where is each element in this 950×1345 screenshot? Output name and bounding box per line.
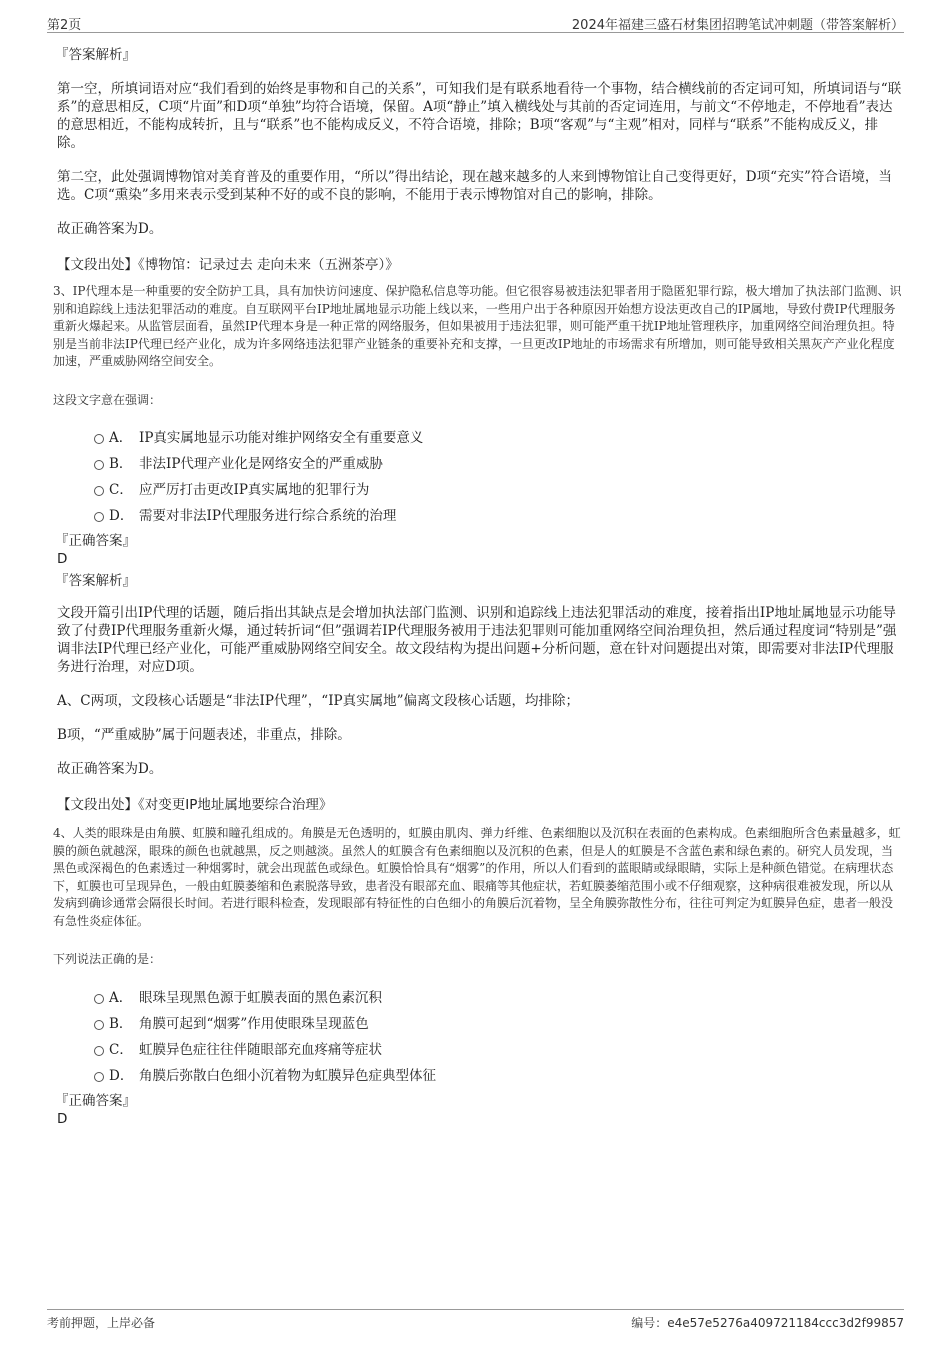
option-letter: A． <box>109 430 133 446</box>
correct-answer: D <box>57 551 68 567</box>
option-a[interactable] <box>53 428 902 454</box>
option-b[interactable] <box>53 454 902 480</box>
option-a[interactable] <box>53 988 902 1014</box>
source-citation: 【文段出处】《博物馆：记录过去 走向未来（五洲茶亭）》 <box>57 257 399 273</box>
document-id: 编号：e4e57e5276a409721184ccc3d2f99857 <box>631 1316 904 1330</box>
document-body <box>53 46 902 1128</box>
correct-answer-label: 『正确答案』 <box>55 533 136 549</box>
option-c[interactable] <box>53 480 902 506</box>
page-footer <box>47 1309 904 1334</box>
radio-button-icon[interactable] <box>94 1020 104 1030</box>
option-d[interactable] <box>53 1066 902 1092</box>
option-text: 虹膜异色症往往伴随眼部充血疼痛等症状 <box>139 1041 382 1058</box>
document-title: 2024年福建三盛石材集团招聘笔试冲刺题（带答案解析） <box>571 18 904 33</box>
analysis-paragraph: 文段开篇引出IP代理的话题，随后指出其缺点是会增加执法部门监测、识别和追踪线上违法犯罪活动的难度，接着指出IP地址属地显示功能导致了付费IP代理服务重新火爆，通过转折词“但”强调若IP代理服务被用于违法犯罪则可能加重网络空间治理负担，然后通过程度词“特别是”强调非法IP代理已经产业化，可能严重威胁网络空间安全。故文段结构为提出问题+分析问题，意在针对问题提出对策，即需要对非法IP代理服务进行治理，对应D项。 <box>57 605 897 675</box>
option-d[interactable] <box>53 506 902 532</box>
option-b[interactable] <box>53 1014 902 1040</box>
radio-button-icon[interactable] <box>94 460 104 470</box>
source-citation: 【文段出处】《对变更IP地址属地要综合治理》 <box>57 797 333 813</box>
option-text: 眼珠呈现黑色源于虹膜表面的黑色素沉积 <box>139 989 382 1006</box>
page-number: 第2页 <box>47 18 82 33</box>
page-header <box>47 14 904 33</box>
options-list <box>53 988 902 1092</box>
radio-button-icon[interactable] <box>94 994 104 1004</box>
option-text: 角膜后弥散白色细小沉着物为虹膜异色症典型体征 <box>139 1067 436 1084</box>
option-letter: D． <box>109 1067 134 1084</box>
correct-answer-label: 『正确答案』 <box>55 1092 136 1109</box>
radio-button-icon[interactable] <box>94 486 104 496</box>
option-text: 需要对非法IP代理服务进行综合系统的治理 <box>139 508 397 524</box>
option-text: 角膜可起到“烟雾”作用使眼珠呈现蓝色 <box>139 1015 369 1032</box>
option-letter: B． <box>109 456 133 472</box>
question-stem: 这段文字意在强调： <box>53 392 162 407</box>
analysis-paragraph: 第一空，所填词语对应“我们看到的始终是事物和自己的关系”，可知我们是有联系地看待一个事物，结合横线前的否定词可知，所填词语与“联系”的意思相反，C项“片面”和D项“单独”均符合语境，保留。A项“静止”填入横线处与其前的否定词连用，与前文“不停地走，不停地看”表达的意思相近，不能构成转折，且与“联系”也不能构成反义，不符合语境，排除；B项“客观”与“主观”相对，同样与“联系”不能构成反义，排除。 <box>57 81 902 151</box>
option-letter: B． <box>109 1015 133 1032</box>
radio-button-icon[interactable] <box>94 512 104 522</box>
option-text: IP真实属地显示功能对维护网络安全有重要意义 <box>139 430 424 446</box>
option-letter: C． <box>109 482 133 498</box>
analysis-paragraph: B项，“严重威胁”属于问题表述，非重点，排除。 <box>57 727 351 743</box>
option-c[interactable] <box>53 1040 902 1066</box>
option-letter: D． <box>109 508 134 524</box>
correct-answer: D <box>57 1110 68 1127</box>
conclusion: 故正确答案为D。 <box>57 221 163 237</box>
question-passage: 3、IP代理本是一种重要的安全防护工具，具有加快访问速度、保护隐私信息等功能。但它很容易被违法犯罪者用于隐匿犯罪行踪，极大增加了执法部门监测、识别和追踪线上违法犯罪活动的难度。自互联网平台IP地址属地显示功能上线以来，一些用户出于各种原因开始想方设法更改自己的IP属地，导致付费IP代理服务重新火爆起来。从监管层面看，虽然IP代理本身是一种正常的网络服务，但如果被用于违法犯罪，则可能严重干扰IP地址管理秩序，加重网络空间治理负担。特别是当前非法IP代理已经产业化，成为许多网络违法犯罪产业链条的重要补充和支撑，一旦更改IP地址的市场需求有所增加，则可能导致相关黑灰产产业化程度加速，严重威胁网络空间安全。 <box>53 284 902 368</box>
radio-button-icon[interactable] <box>94 1046 104 1056</box>
option-text: 应严厉打击更改IP真实属地的犯罪行为 <box>139 482 370 498</box>
footer-slogan: 考前押题，上岸必备 <box>47 1316 156 1330</box>
option-letter: A． <box>109 989 133 1006</box>
option-text: 非法IP代理产业化是网络安全的严重威胁 <box>139 456 383 472</box>
options-list <box>53 428 902 532</box>
question-passage: 4、人类的眼珠是由角膜、虹膜和瞳孔组成的。角膜是无色透明的，虹膜由肌肉、弹力纤维、色素细胞以及沉积在表面的色素构成。色素细胞所含色素量越多，虹膜的颜色就越深，眼珠的颜色也就越黑，反之则越淡。虽然人的虹膜含有色素细胞以及沉积的色素，但是人的虹膜是不含蓝色素和绿色素的。研究人员发现，当黑色或深褐色的色素透过一种烟雾时，就会出现蓝色或绿色。虹膜恰恰具有“烟雾”的作用，所以人们看到的蓝眼睛或绿眼睛，实际上是种颜色错觉。在病理状态下，虹膜也可呈现异色，一般由虹膜萎缩和色素脱落导致，患者没有眼部充血、眼痛等其他症状，若虹膜萎缩范围小或不仔细观察，这种病很难被发现，所以从发病到确诊通常会隔很长时间。若进行眼科检查，发现眼部有特征性的白色细小的角膜后沉着物，呈全角膜弥散性分布，往往可判定为虹膜异色症，患者一般没有急性炎症体征。 <box>53 826 901 928</box>
analysis-label: 『答案解析』 <box>55 47 136 63</box>
option-letter: C． <box>109 1041 133 1058</box>
analysis-paragraph: 第二空，此处强调博物馆对美育普及的重要作用，“所以”得出结论，现在越来越多的人来到博物馆让自己变得更好，D项“充实”符合语境，当选。C项“熏染”多用来表示受到某种不好的或不良的影响，不能用于表示博物馆对自己的影响，排除。 <box>57 169 892 203</box>
question-stem: 下列说法正确的是： <box>53 952 162 966</box>
analysis-label: 『答案解析』 <box>55 573 136 589</box>
analysis-paragraph: A、C两项，文段核心话题是“非法IP代理”，“IP真实属地”偏离文段核心话题，均排除； <box>57 693 580 709</box>
radio-button-icon[interactable] <box>94 1072 104 1082</box>
radio-button-icon[interactable] <box>94 434 104 444</box>
conclusion: 故正确答案为D。 <box>57 761 163 777</box>
